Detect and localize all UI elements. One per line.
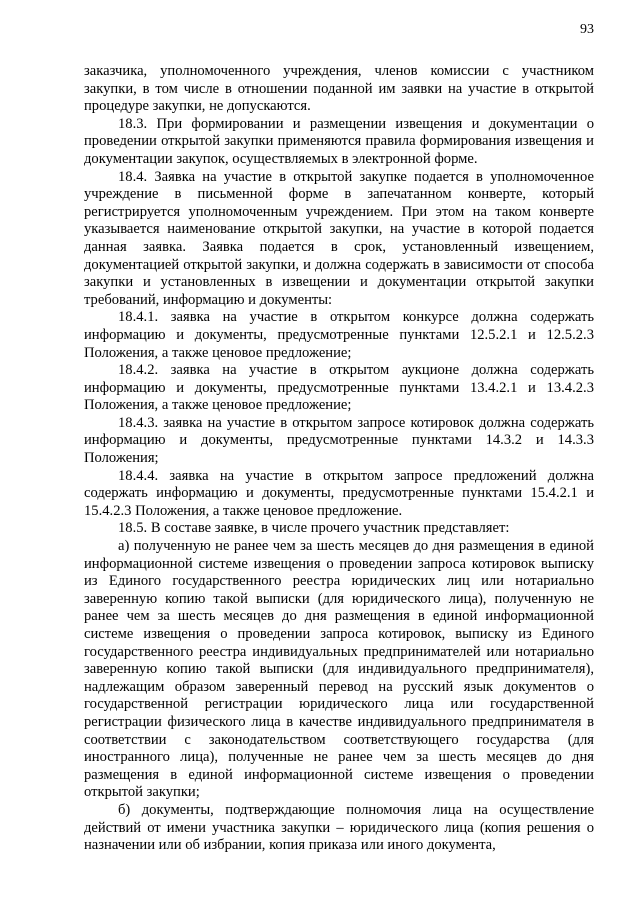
paragraph: 18.3. При формировании и размещении извещения и документации о проведении открытой закупки применяются правила формирования извещения и документации закупок, осуществляемых в электронной форме. bbox=[84, 115, 594, 167]
paragraph: 18.4.3. заявка на участие в открытом запросе котировок должна содержать информацию и документы, предусмотренные пунктами 14.3.2 и 14.3.3 Положения; bbox=[84, 414, 594, 467]
paragraph: а) полученную не ранее чем за шесть месяцев до дня размещения в единой информационной системе извещения о проведении запроса котировок выписку из Единого государственного реестра юридических лиц или нотариально заверенную копию такой выписки (для юридического лица), полученную не ранее чем за шесть месяцев до дня размещения в единой информационной системе извещения о проведении запроса котировок, выписку из Единого государственного реестра индивидуальных предпринимателей или нотариально заверенную копию такой выписки (для индивидуального предпринимателя), надлежащим образом заверенный перевод на русский язык документов о государственной регистрации юридического лица или государственной регистрации физического лица в качестве индивидуального предпринимателя в соответствии с законодательством соответствующего государства (для иностранного лица), полученные не ранее чем за шесть месяцев до дня размещения в единой информационной системе извещения о проведении открытой закупки; bbox=[84, 538, 594, 801]
paragraph: 18.4.4. заявка на участие в открытом запросе предложений должна содержать информацию и документы, предусмотренные пунктами 15.4.2.1 и 15.4.2.3 Положения, а также ценовое предложение. bbox=[84, 467, 594, 519]
paragraph: б) документы, подтверждающие полномочия лица на осуществление действий от имени участника закупки – юридического лица (копия решения о назначении или об избрании, копия приказа или иного документа, bbox=[84, 801, 594, 854]
paragraph: 18.5. В составе заявке, в числе прочего участник представляет: bbox=[118, 520, 510, 537]
paragraph: 18.4.2. заявка на участие в открытом аукционе должна содержать информацию и документы, предусмотренные пунктами 13.4.2.1 и 13.4.2.3 Положения, а также ценовое предложение; bbox=[84, 362, 594, 414]
page-number: 93 bbox=[580, 22, 594, 37]
document-body bbox=[84, 63, 594, 855]
paragraph: 18.4. Заявка на участие в открытой закупке подается в уполномоченное учреждение в письменной форме в запечатанном конверте, который регистрируется уполномоченным учреждением. При этом на таком конверте указывается наименование открытой закупки, на участие в которой подается данная заявка. Заявка подается в срок, установленный извещением, документацией открытой закупки, и должна содержать в зависимости от способа закупки и установленных в извещении и документации открытой закупки требований, информацию и документы: bbox=[84, 168, 594, 308]
paragraph: 18.4.1. заявка на участие в открытом конкурсе должна содержать информацию и документы, предусмотренные пунктами 12.5.2.1 и 12.5.2.3 Положения, а также ценовое предложение; bbox=[84, 309, 594, 361]
paragraph: заказчика, уполномоченного учреждения, членов комиссии с участником закупки, в том числе в отношении поданной им заявки на участие в открытой процедуре закупки, не допускаются. bbox=[84, 63, 594, 115]
